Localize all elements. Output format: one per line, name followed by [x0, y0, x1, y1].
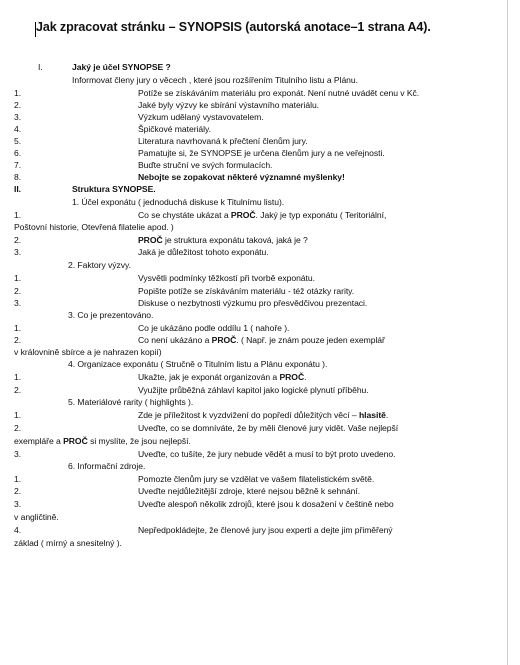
document-line: Jaké byly výzvy ke sbírání výstavního materiálu.	[138, 100, 320, 110]
document-line: Vysvětli podmínky těžkostí při tvorbě exponátu.	[138, 273, 315, 283]
document-title: Jak zpracovat stránku – SYNOPSIS (autorská anotace–1 strana A4).	[36, 20, 431, 34]
page-edge	[507, 0, 508, 665]
document-line: 1. Účel exponátu ( jednoduchá diskuse k Titulnímu listu).	[72, 197, 285, 207]
document-line: Nepředpokládejte, že členové jury jsou experti a dejte jim přiměřený	[138, 525, 393, 535]
document-line: 1.	[14, 474, 22, 484]
document-line: v angličtině.	[14, 512, 59, 522]
emphasis-text: hlasitě	[358, 410, 386, 420]
emphasis-text: PROČ	[211, 335, 237, 345]
document-line: Co se chystáte ukázat a PROČ. Jaký je typ exponátu ( Teritoriální,	[138, 210, 387, 220]
document-line: Co je ukázáno podle oddílu 1 ( nahoře ).	[138, 323, 290, 333]
document-line: Potíže se získáváním materiálu pro exponát. Není nutné uvádět cenu v Kč.	[138, 88, 420, 98]
document-line: 3.	[14, 499, 22, 509]
document-line: 1.	[14, 273, 22, 283]
document-line: Co není ukázáno a PROČ. ( Např. je znám pouze jeden exemplář	[138, 335, 385, 345]
document-line: Buďte struční ve svých formulacích.	[138, 160, 273, 170]
document-line: Literatura navrhovaná k přečtení členům jury.	[138, 136, 308, 146]
document-line: Diskuse o nezbytnosti výzkumu pro přesvědčivou prezentaci.	[138, 298, 368, 308]
document-line: I.	[38, 62, 43, 72]
document-line: 2.	[14, 100, 22, 110]
document-line: 2. Faktory výzvy.	[68, 260, 131, 270]
document-line: 2.	[14, 286, 22, 296]
document-line: II.	[14, 184, 22, 194]
document-line: Výzkum udělaný vystavovatelem.	[138, 112, 264, 122]
document-line: 2.	[14, 423, 22, 433]
document-line: Popište potíže se získáváním materiálu - též otázky rarity.	[138, 286, 355, 296]
document-line: 2.	[14, 486, 22, 496]
document-line: 1.	[14, 88, 22, 98]
document-line: 1.	[14, 372, 22, 382]
document-line: Pomozte členům jury se vzdělat ve vašem filatelistickém světě.	[138, 474, 375, 484]
document-line: 6.	[14, 148, 22, 158]
document-line: 3.	[14, 112, 22, 122]
document-line: 3.	[14, 298, 22, 308]
document-line: Uveďte nejdůležitější zdroje, které nejsou běžně k sehnání.	[138, 486, 361, 496]
document-line: Informovat členy jury o věcech , které jsou rozšířením Titulního listu a Plánu.	[72, 75, 358, 85]
document-line: 3.	[14, 449, 22, 459]
document-line: základ ( mírný a snesitelný ).	[14, 538, 122, 548]
document-line: Špičkové materiály.	[138, 124, 211, 134]
document-line: Uveďte alespoň několik zdrojů, které jsou k dosažení v češtině nebo	[138, 499, 394, 509]
emphasis-text: PROČ	[138, 235, 163, 245]
document-line: exempláře a PROČ si myslíte, že jsou nejlepší.	[14, 436, 191, 446]
document-line: 7.	[14, 160, 22, 170]
emphasis-text: PROČ	[279, 372, 305, 382]
emphasis-text: PROČ	[63, 436, 88, 446]
document-line: Jaká je důležitost tohoto exponátu.	[138, 247, 269, 257]
document-line: Poštovní historie, Otevřená filatelie apod. )	[14, 222, 174, 232]
document-line: Pamatujte si, že SYNOPSE je určena členům jury a ne veřejnosti.	[138, 148, 385, 158]
document-line: 5.	[14, 136, 22, 146]
document-line: 4. Organizace exponátu ( Stručně o Titulním listu a Plánu exponátu ).	[68, 359, 328, 369]
emphasis-text: PROČ	[230, 210, 256, 220]
document-line: 1.	[14, 323, 22, 333]
document-line: 2.	[14, 385, 22, 395]
document-line: Zde je příležitost k vyzdvižení do popředí důležitých věcí – hlasitě.	[138, 410, 389, 420]
document-line: Využijte průběžná záhlaví kapitol jako logické plynutí příběhu.	[138, 385, 369, 395]
document-line: Struktura SYNOPSE.	[72, 184, 156, 194]
document-line: v královnině sbírce a je nahrazen kopií)	[14, 347, 162, 357]
document-line: 1.	[14, 210, 22, 220]
document-line: 6. Informační zdroje.	[68, 461, 146, 471]
document-line: 2.	[14, 335, 22, 345]
document-line: Nebojte se zopakovat některé významné myšlenky!	[138, 172, 345, 182]
document-line: 3.	[14, 247, 22, 257]
document-line: 4.	[14, 525, 22, 535]
document-line: 4.	[14, 124, 22, 134]
document-line: 8.	[14, 172, 22, 182]
document-line: Uveďte, co se domníváte, že by měli členové jury vidět. Vaše nejlepší	[138, 423, 399, 433]
document-line: Uveďte, co tušíte, že jury nebude vědět a musí to být proto uvedeno.	[138, 449, 396, 459]
document-line: 5. Materiálové rarity ( highlights ).	[68, 397, 194, 407]
document-line: Jaký je účel SYNOPSE ?	[72, 62, 171, 72]
document-line: 3. Co je prezentováno.	[68, 310, 154, 320]
document-line: 2.	[14, 235, 22, 245]
document-line: Ukažte, jak je exponát organizován a PROČ.	[138, 372, 307, 382]
document-line: PROČ je struktura exponátu taková, jaká je ?	[138, 235, 308, 245]
document-line: 1.	[14, 410, 22, 420]
